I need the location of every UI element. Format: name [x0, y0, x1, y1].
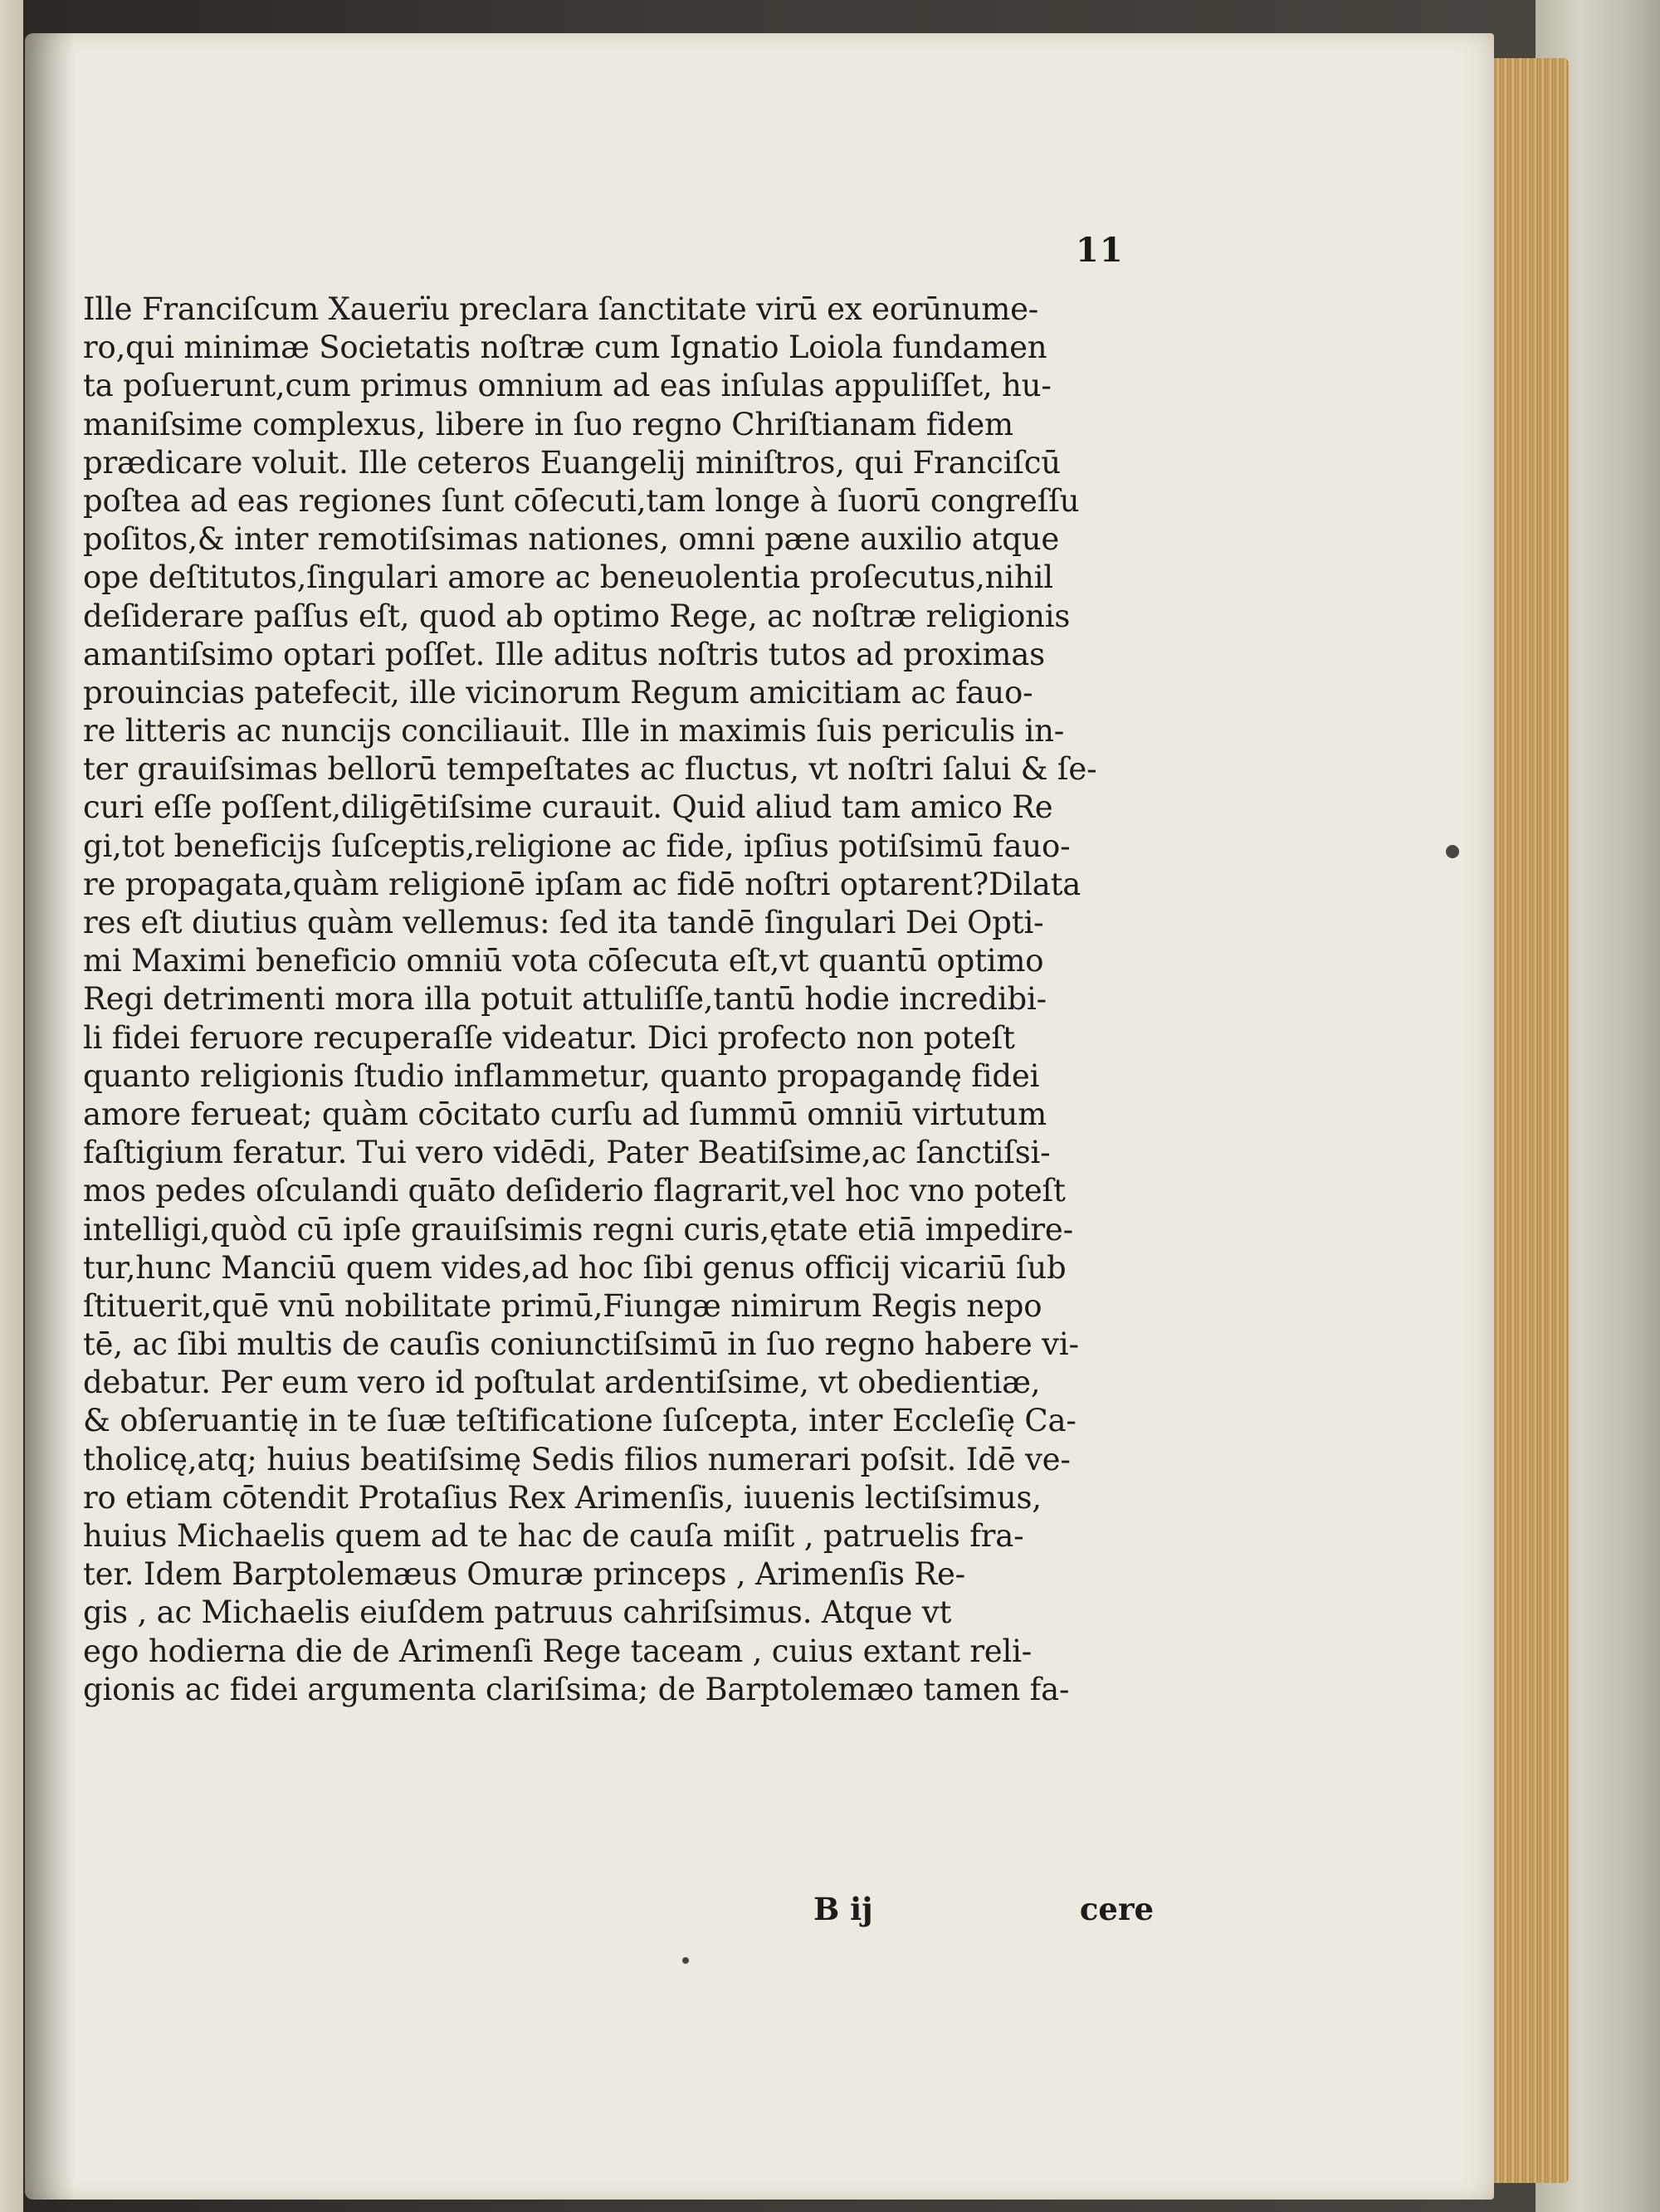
text-line: li fidei feruore recuperaſſe videatur. Dici profecto non poteſt: [83, 1019, 1015, 1056]
text-line: mos pedes oſculandi quāto deſiderio flagrarit,vel hoc vno poteſt: [83, 1173, 1066, 1209]
text-line: tholicę,atq; huius beatiſsimę Sedis filios numerari poſsit. Idē ve-: [83, 1441, 1071, 1477]
text-line: ro etiam cōtendit Protaſius Rex Arimenſis, iuuenis lectiſsimus,: [83, 1479, 1042, 1516]
text-line: ta poſuerunt,cum primus omnium ad eas inſulas appuliſſet, hu-: [83, 368, 1052, 404]
catchword: cere: [1079, 1891, 1154, 1927]
text-line: re propagata,quàm religionē ipſam ac fidē noſtri optarent?Dilata: [83, 866, 1081, 902]
text-line: poſitos,& inter remotiſsimas nationes, omni pæne auxilio atque: [83, 521, 1060, 558]
text-line: huius Michaelis quem ad te hac de cauſa miſit , patruelis fra-: [83, 1518, 1024, 1554]
text-line: gi,tot beneficijs ſuſceptis,religione ac fide, ipſius potiſsimū fauo-: [83, 828, 1071, 864]
text-line: ego hodierna die de Arimenſi Rege taceam , cuius extant reli-: [83, 1633, 1033, 1669]
text-line: & obſeruantię in te ſuæ teſtificatione ſuſcepta, inter Eccleſię Ca-: [83, 1403, 1077, 1439]
text-line: amore ferueat; quàm cōcitato curſu ad ſummū omniū virtutum: [83, 1096, 1047, 1132]
text-line: tē, ac ſibi multis de cauſis coniunctiſsimū in ſuo regno habere vi-: [83, 1326, 1079, 1363]
text-line: Ille Franciſcum Xauerïu preclara ſanctitate virū ex eorūnume-: [83, 291, 1039, 327]
text-line: intelligi,quòd cū ipſe grauiſsimis regni curis,ętate etiā impedire-: [83, 1211, 1073, 1248]
text-line: ſtituerit,quē vnū nobilitate primū,Fiungæ nimirum Regis nepo: [83, 1287, 1042, 1324]
paper-speck: [1446, 845, 1459, 858]
text-line: ope deſtitutos,ſingulari amore ac beneuolentia proſecutus,nihil: [83, 559, 1053, 596]
text-line: ter grauiſsimas bellorū tempeſtates ac fluctus, vt noſtri ſalui & ſe-: [83, 751, 1097, 788]
gutter-shadow: [25, 33, 75, 2200]
page-footer: [83, 1891, 1154, 1932]
paper-speck: [682, 1957, 689, 1964]
signature-mark: B ij: [813, 1891, 873, 1927]
text-line: quanto religionis ſtudio inflammetur, quanto propagandę fidei: [83, 1057, 1040, 1094]
text-line: poſtea ad eas regiones ſunt cōſecuti,tam longe à ſuorū congreſſu: [83, 482, 1080, 519]
text-line: ro,qui minimæ Societatis noſtræ cum Ignatio Loiola fundamen: [83, 330, 1047, 366]
text-line: deſiderare paſſus eſt, quod ab optimo Rege, ac noſtræ religionis: [83, 598, 1071, 634]
text-line: prouincias patefecit, ille vicinorum Regum amicitiam ac fauo-: [83, 674, 1033, 710]
text-line: debatur. Per eum vero id poſtulat ardentiſsime, vt obedientiæ,: [83, 1365, 1041, 1401]
text-line: Regi detrimenti mora illa potuit attuliſſe,tantū hodie incredibi-: [83, 981, 1047, 1018]
text-line: mi Maximi beneficio omniū vota cōſecuta eſt,vt quantū optimo: [83, 943, 1044, 979]
text-line: prædicare voluit. Ille ceteros Euangelij miniſtros, qui Franciſcū: [83, 444, 1061, 481]
text-line: res eſt diutius quàm vellemus: ſed ita tandē ſingulari Dei Opti-: [83, 905, 1044, 940]
text-line: re litteris ac nuncijs conciliauit. Ille in maximis ſuis periculis in-: [83, 713, 1065, 750]
folio-number: 11: [1076, 231, 1124, 270]
text-line: tur,hunc Manciū quem vides,ad hoc ſibi genus officij vicariū ſub: [83, 1249, 1067, 1286]
text-line: gionis ac fidei argumenta clariſsima; de Barptolemæo tamen fa-: [83, 1671, 1070, 1707]
previous-page-edge: [0, 0, 23, 2212]
text-line: gis , ac Michaelis eiuſdem patruus cahriſsimus. Atque vt: [83, 1594, 952, 1631]
text-line: amantiſsimo optari poſſet. Ille aditus noſtris tutos ad proximas: [83, 636, 1045, 672]
text-line: ter. Idem Barptolemæus Omuræ princeps , Arimenſis Re-: [83, 1556, 965, 1593]
text-line: curi eſſe poſſent,diligētiſsime curauit. Quid aliud tam amico Re: [83, 789, 1053, 826]
body-text: [83, 291, 1154, 1709]
text-line: faſtigium feratur. Tui vero vidēdi, Pater Beatiſsime,ac ſanctiſsi-: [83, 1135, 1051, 1171]
page-fore-edge: [1486, 58, 1569, 2183]
text-line: maniſsime complexus, libere in ſuo regno Chriſtianam fidem: [83, 406, 1013, 442]
